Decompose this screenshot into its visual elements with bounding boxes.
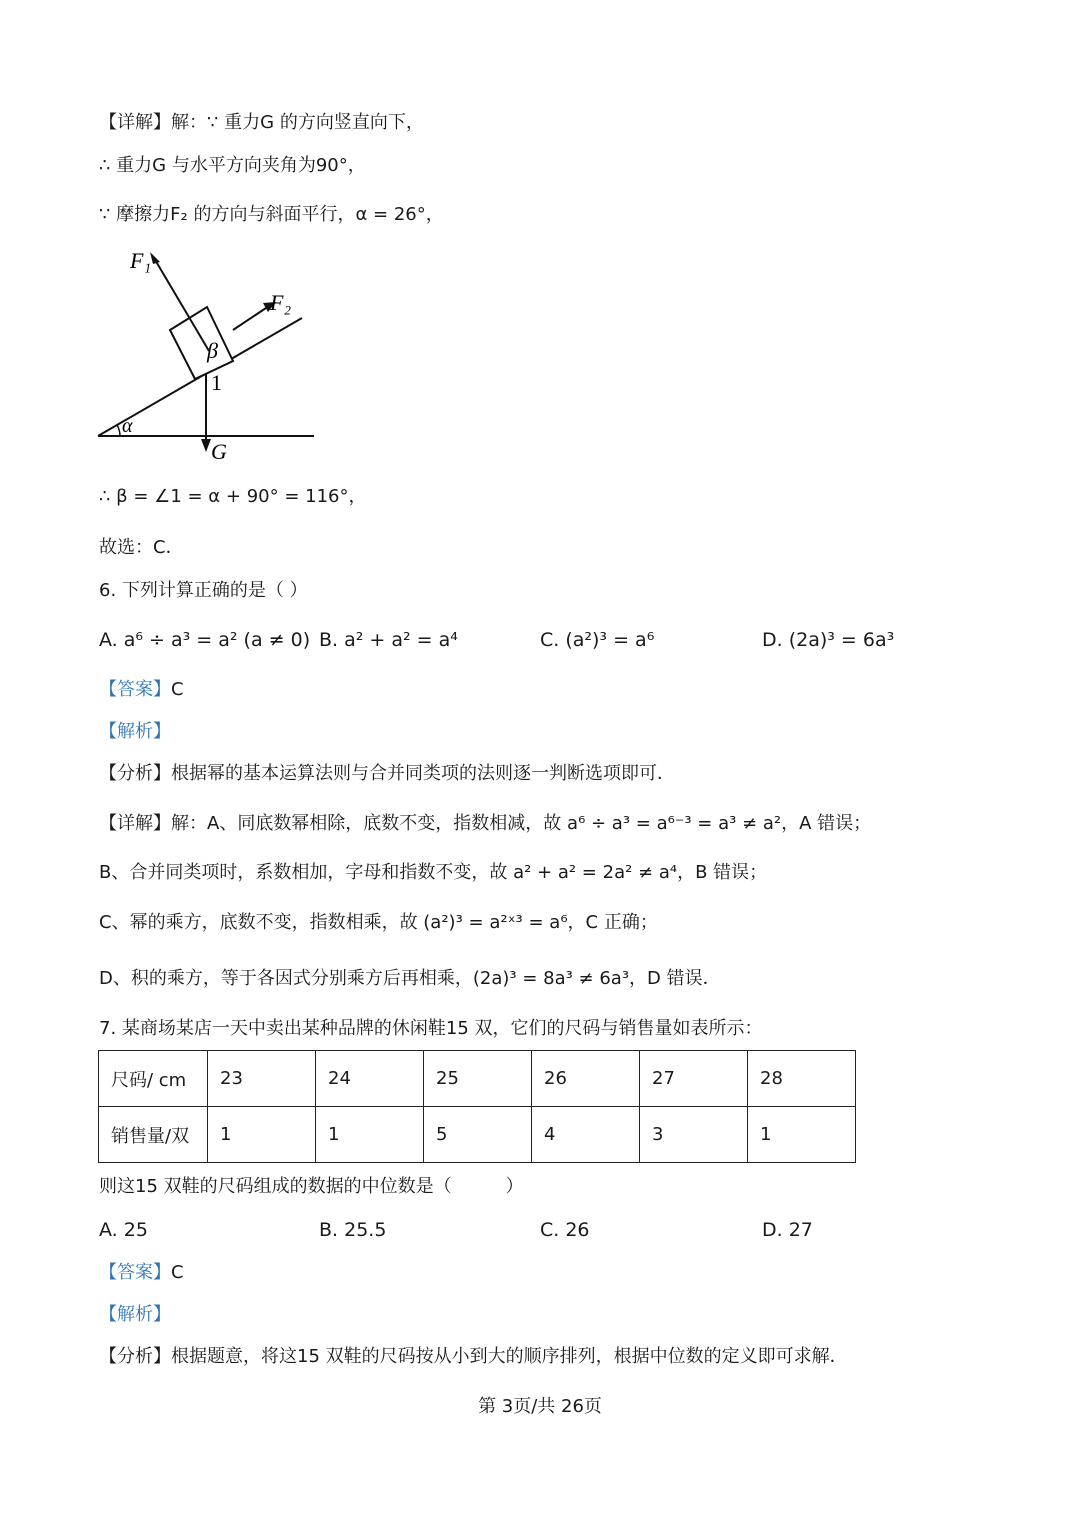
q6-answer-line <box>99 678 184 702</box>
table-cell: 3 <box>640 1107 748 1163</box>
f1-arrowhead <box>150 252 160 264</box>
q7-answer-tag: 【答案】 <box>99 1262 171 1283</box>
table-cell: 1 <box>748 1107 856 1163</box>
table-row <box>99 1107 856 1163</box>
q7-option-b: B. 25.5 <box>319 1219 387 1241</box>
table-cell: 4 <box>532 1107 640 1163</box>
table-cell: 5 <box>424 1107 532 1163</box>
label-alpha: α <box>122 415 133 437</box>
alpha-arc <box>117 425 120 436</box>
solution-line-5: 故选：C． <box>99 537 184 558</box>
table-cell: 27 <box>640 1051 748 1107</box>
q7-analysis-tag: 【解析】 <box>99 1304 171 1325</box>
q7-fenxi: 【分析】根据题意，将这15 双鞋的尺码按从小到大的顺序排列，根据中位数的定义即可求解． <box>99 1346 848 1367</box>
q6-stem: 6. 下列计算正确的是（ ） <box>99 580 308 601</box>
q7-option-d: D. 27 <box>762 1219 813 1241</box>
q6-option-a: A. a⁶ ÷ a³ = a² (a ≠ 0) <box>99 629 311 651</box>
q6-xiangjie-c: C、幂的乘方，底数不变，指数相乘，故 (a²)³ = a²ˣ³ = a⁶，C 正确； <box>99 912 658 933</box>
q6-option-b: B. a² + a² = a⁴ <box>319 629 458 651</box>
q6-option-d: D. (2a)³ = 6a³ <box>762 629 895 651</box>
solution-line-1: 【详解】解：∵ 重力G 的方向竖直向下， <box>99 112 424 133</box>
q6-xiangjie-d: D、积的乘方，等于各因式分别乘方后再相乘，(2a)³ = 8a³ ≠ 6a³，D 错误． <box>99 968 721 989</box>
solution-line-2: ∴ 重力G 与水平方向夹角为90°， <box>99 155 366 176</box>
q6-xiangjie-a: 【详解】解：A、同底数幂相除，底数不变，指数相减，故 a⁶ ÷ a³ = a⁶⁻³ = a³ ≠ a²，A 错误； <box>99 813 872 834</box>
label-angle-1: 1 <box>211 370 222 395</box>
q6-answer-tag: 【答案】 <box>99 679 171 700</box>
q6-xiangjie-b: B、合并同类项时，系数相加，字母和指数不变，故 a² + a² = 2a² ≠ a⁴，B 错误； <box>99 862 768 883</box>
table-cell: 1 <box>208 1107 316 1163</box>
q7-answer: C <box>171 1262 184 1283</box>
label-g: G <box>211 439 227 464</box>
table-header-sales: 销售量/双 <box>99 1107 208 1163</box>
table-cell: 28 <box>748 1051 856 1107</box>
f2-arrow <box>233 308 266 330</box>
label-f1: F₁ <box>130 248 152 273</box>
solution-line-4: ∴ β = ∠1 = α + 90° = 116°， <box>99 486 367 507</box>
q7-option-c: C. 26 <box>540 1219 590 1241</box>
table-header-size: 尺码/ cm <box>99 1051 208 1107</box>
q7-answer-line <box>99 1261 184 1285</box>
table-row <box>99 1051 856 1107</box>
q7-option-a: A. 25 <box>99 1219 148 1241</box>
page-footer: 第 3页/共 26页 <box>478 1396 602 1417</box>
label-beta: β <box>207 338 218 363</box>
q7-stem: 7. 某商场某店一天中卖出某种品牌的休闲鞋15 双，它们的尺码与销售量如表所示： <box>99 1018 763 1039</box>
shoe-size-table <box>98 1050 856 1163</box>
q7-question: 则这15 双鞋的尺码组成的数据的中位数是（ ） <box>99 1176 524 1197</box>
solution-line-3: ∵ 摩擦力F₂ 的方向与斜面平行，α = 26°， <box>99 204 444 225</box>
table-cell: 1 <box>316 1107 424 1163</box>
table-cell: 24 <box>316 1051 424 1107</box>
table-cell: 23 <box>208 1051 316 1107</box>
q6-fenxi: 【分析】根据幂的基本运算法则与合并同类项的法则逐一判断选项即可． <box>99 763 675 784</box>
q6-option-c: C. (a²)³ = a⁶ <box>540 629 655 651</box>
table-cell: 25 <box>424 1051 532 1107</box>
force-diagram <box>90 240 330 470</box>
g-arrowhead <box>201 439 211 452</box>
block <box>170 307 233 379</box>
table-cell: 26 <box>532 1051 640 1107</box>
label-f2: F₂ <box>270 290 292 315</box>
q6-analysis-tag: 【解析】 <box>99 721 171 742</box>
q6-answer: C <box>171 679 184 700</box>
